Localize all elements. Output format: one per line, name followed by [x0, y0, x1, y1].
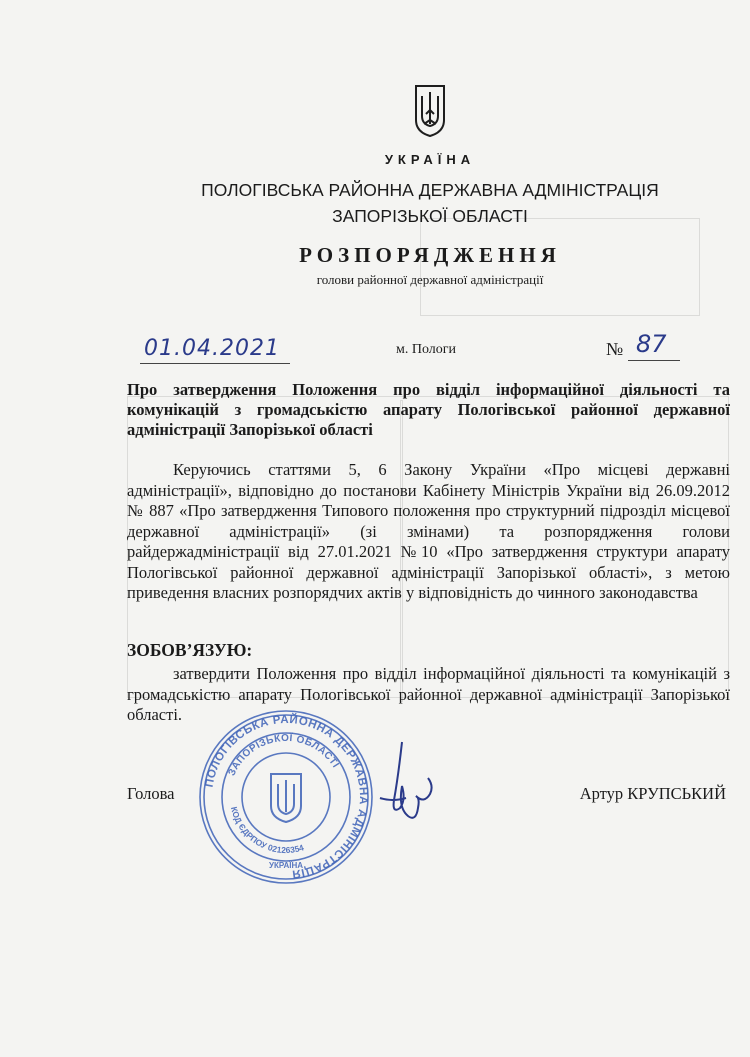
number-label: № [606, 339, 624, 359]
svg-text:ЗАПОРІЗЬКОЇ ОБЛАСТІ: ЗАПОРІЗЬКОЇ ОБЛАСТІ [226, 732, 342, 778]
handwritten-signature [372, 738, 442, 828]
number-underline [628, 360, 680, 361]
administration-region: ЗАПОРІЗЬКОЇ ОБЛАСТІ [332, 206, 528, 226]
handwritten-number: 87 [636, 330, 667, 358]
svg-text:КОД ЄДРПОУ 02126354: КОД ЄДРПОУ 02126354 [228, 805, 305, 856]
svg-text:ПОЛОГІВСЬКА РАЙОННА ДЕРЖАВНА А: ПОЛОГІВСЬКА РАЙОННА ДЕРЖАВНА АДМІНІСТРАЦІЯ [203, 713, 370, 880]
date-underline [140, 363, 290, 364]
order-title: Про затвердження Положення про відділ інформаційної діяльності та комунікацій з громадськістю апарату Пологівської районної державної адміністрації Запорізької області [127, 380, 730, 439]
document-subtitle: голови районної державної адміністрації [316, 272, 544, 287]
svg-text:УКРАЇНА: УКРАЇНА [268, 861, 304, 870]
handwritten-date: 01.04.2021 [144, 336, 280, 361]
administration-name: ПОЛОГІВСЬКА РАЙОННА ДЕРЖАВНА АДМІНІСТРАЦІЯ [201, 180, 659, 200]
issue-place: м. Пологи [396, 342, 457, 357]
trident-emblem-icon [412, 84, 448, 138]
official-seal-stamp [197, 708, 375, 886]
order-preamble: Керуючись статтями 5, 6 Закону України «Про місцеві державні адміністрації», відповідно до постанови Кабінету Міністрів України від 26.09.2012 № 887 «Про затвердження Типового положення про структурний підрозділ місцевої державної адміністрації» (зі змінами) та розпорядження голови райдержадміністрації від 27.01.2021 №10 «Про затвердження структури апарату Пологівської районної державної адміністрації Запорізької області», з метою приведення власних розпорядчих актів у відповідність до чинного законодавства [127, 460, 730, 602]
order-operative-text: затвердити Положення про відділ інформаційної діяльності та комунікацій з громадськістю апарату Пологівської районної державної адміністрації Запорізької області. [127, 664, 730, 724]
signatory-name: Артур КРУПСЬКИЙ [579, 784, 726, 803]
signatory-role: Голова [127, 784, 175, 803]
order-operative-label: ЗОБОВ’ЯЗУЮ: [127, 640, 253, 660]
country-heading: УКРАЇНА [384, 152, 476, 167]
document-type: РОЗПОРЯДЖЕННЯ [299, 243, 561, 267]
